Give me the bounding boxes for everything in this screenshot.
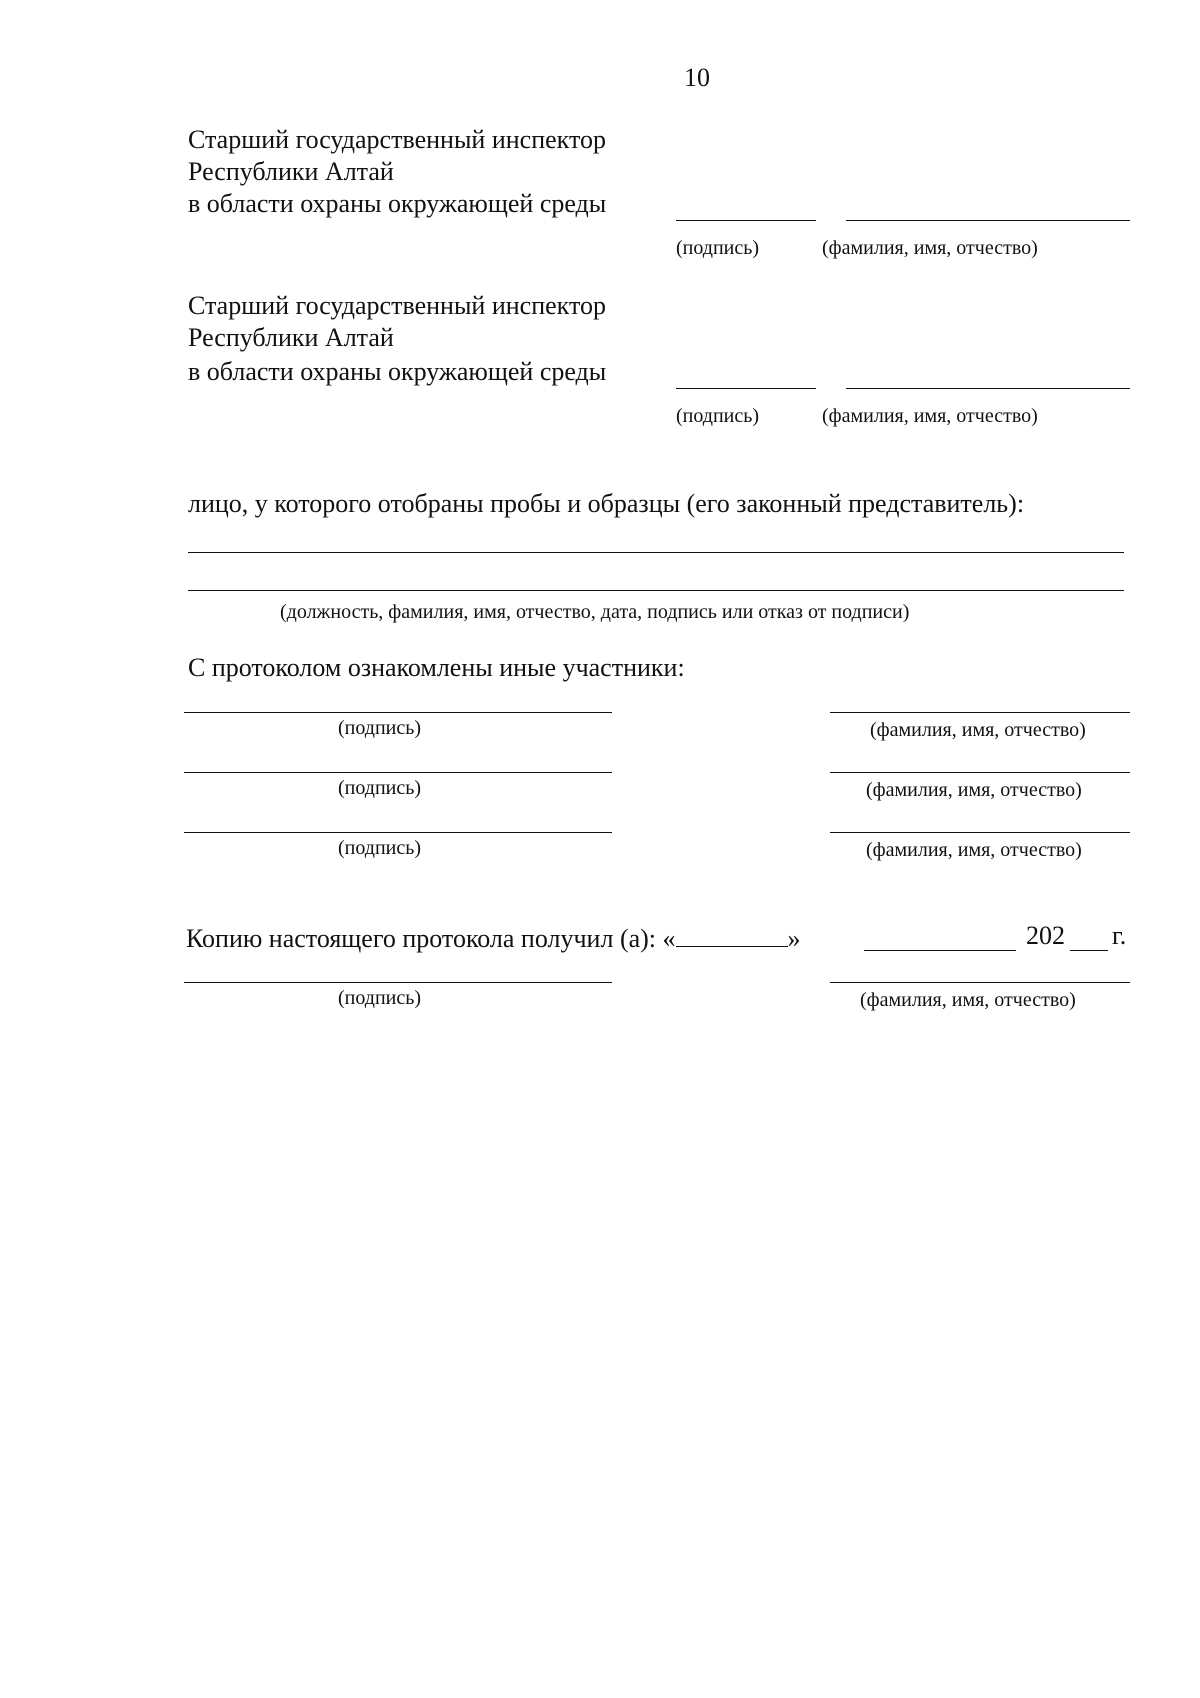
inspector-1-signature-caption: (подпись) [676,237,760,259]
inspector-2-title: Старший государственный инспектор [188,291,606,320]
participant-1-signature-line[interactable] [184,712,612,713]
copy-signature-caption: (подпись) [338,987,422,1009]
sampled-person-caption: (должность, фамилия, имя, отчество, дата, подпись или отказ от подписи) [280,601,910,623]
page-number: 10 [684,63,710,92]
participant-2-name-caption: (фамилия, имя, отчество) [866,779,1082,801]
inspector-1-name-line[interactable] [846,220,1130,221]
participant-2-name-line[interactable] [830,772,1130,773]
inspector-2-name-caption: (фамилия, имя, отчество) [822,405,1038,427]
copy-month-line[interactable] [864,950,1016,951]
participant-3-signature-caption: (подпись) [338,837,422,859]
copy-year-suffix: г. [1112,921,1127,950]
inspector-1-region: Республики Алтай [188,157,394,186]
inspector-1-area: в области охраны окружающей среды [188,189,607,218]
inspector-1-title: Старший государственный инспектор [188,125,606,154]
inspector-2-signature-caption: (подпись) [676,405,760,427]
copy-quote-close: » [787,924,801,953]
inspector-1-signature-line[interactable] [676,220,816,221]
sampled-person-line-2[interactable] [188,590,1124,591]
copy-year-line[interactable] [1070,950,1108,951]
participant-3-name-line[interactable] [830,832,1130,833]
sampled-person-label: лицо, у которого отобраны пробы и образцы (его законный представитель): [188,489,1025,518]
copy-received-label: Копию настоящего протокола получил (а): « [186,924,676,953]
participant-1-name-caption: (фамилия, имя, отчество) [870,719,1086,741]
copy-day-blank[interactable] [676,920,788,947]
participants-heading: С протоколом ознакомлены иные участники: [188,653,685,682]
participant-2-signature-caption: (подпись) [338,777,422,799]
participant-3-signature-line[interactable] [184,832,612,833]
inspector-1-name-caption: (фамилия, имя, отчество) [822,237,1038,259]
copy-name-caption: (фамилия, имя, отчество) [860,989,1076,1011]
copy-signature-line[interactable] [184,982,612,983]
copy-name-line[interactable] [830,982,1130,983]
participant-3-name-caption: (фамилия, имя, отчество) [866,839,1082,861]
inspector-2-area: в области охраны окружающей среды [188,357,607,386]
inspector-2-name-line[interactable] [846,388,1130,389]
inspector-2-region: Республики Алтай [188,323,394,352]
participant-2-signature-line[interactable] [184,772,612,773]
participant-1-signature-caption: (подпись) [338,717,422,739]
participant-1-name-line[interactable] [830,712,1130,713]
copy-year-prefix: 202 [1026,921,1065,950]
inspector-2-signature-line[interactable] [676,388,816,389]
copy-received-line [186,920,801,955]
sampled-person-line-1[interactable] [188,552,1124,553]
